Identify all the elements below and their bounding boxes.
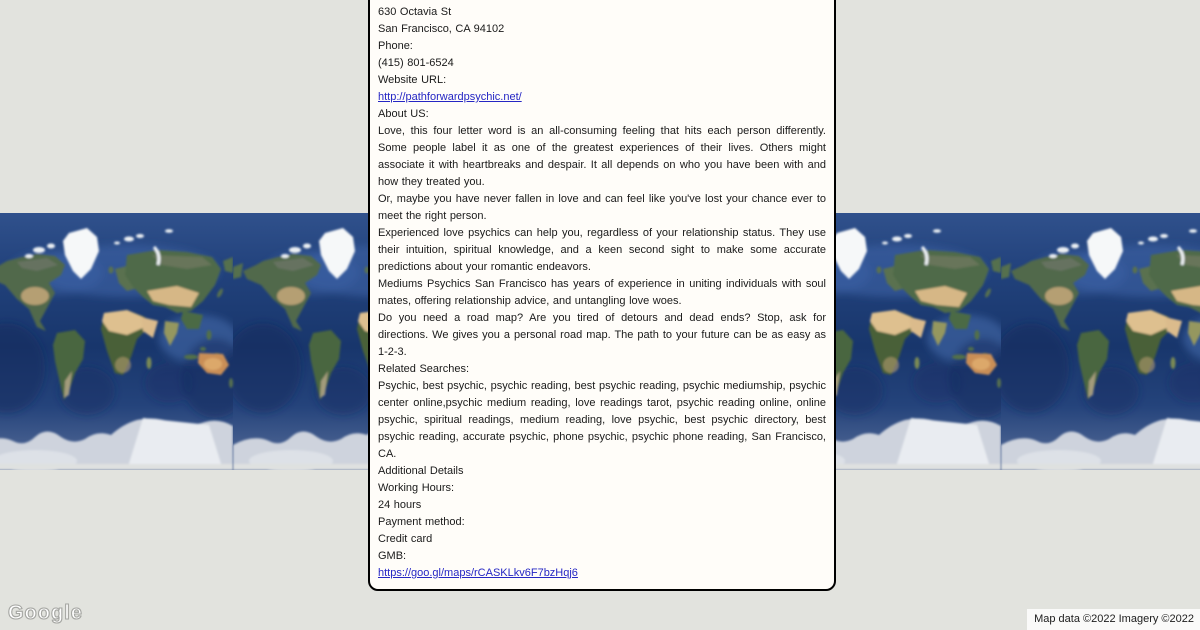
google-logo[interactable]: Google xyxy=(8,602,83,624)
website-label: Website URL: xyxy=(378,74,447,86)
payment-method-label: Payment method: xyxy=(378,516,465,528)
working-hours-label: Working Hours: xyxy=(378,482,455,494)
additional-details-label: Additional Details xyxy=(378,465,464,477)
address-line-1: 630 Octavia St xyxy=(378,6,452,18)
map-attribution: Map data ©2022 Imagery ©2022 xyxy=(1027,609,1200,630)
gmb-link[interactable]: https://goo.gl/maps/rCASKLkv6F7bzHqj6 xyxy=(378,567,578,579)
working-hours-value: 24 hours xyxy=(378,499,422,511)
phone-value: (415) 801-6524 xyxy=(378,57,454,69)
gmb-label: GMB: xyxy=(378,550,407,562)
place-info-card xyxy=(368,0,836,591)
address-line-2: San Francisco, CA 94102 xyxy=(378,23,505,35)
about-paragraph: Do you need a road map? Are you tired of detours and dead ends? Stop, ask for directions. We gives you a personal road map. The path to your future can be as easy as 1-2-3. xyxy=(378,312,826,358)
about-paragraph: Or, maybe you have never fallen in love and can feel like you've lost your chance ever to meet the right person. xyxy=(378,193,826,222)
related-searches-label: Related Searches: xyxy=(378,363,469,375)
payment-method-value: Credit card xyxy=(378,533,433,545)
about-paragraph: Love, this four letter word is an all-consuming feeling that hits each person differently. Some people label it as one of the greatest experiences of their lives. Others might associate it with heartbreaks and despair. It all depends on who you have been with and how they treated you. xyxy=(378,125,826,188)
related-searches-text: Psychic, best psychic, psychic reading, best psychic reading, psychic mediumship, psychic center online,psychic medium reading, love readings tarot, psychic reading online, online psychic, spiritual readings, medium reading, love psychic, best psychic directory, best psychic reading, accurate psychic, phone psychic, psychic phone reading, San Francisco, CA. xyxy=(378,380,826,460)
phone-label: Phone: xyxy=(378,40,413,52)
website-link[interactable]: http://pathforwardpsychic.net/ xyxy=(378,91,522,103)
about-label: About US: xyxy=(378,108,429,120)
about-paragraph: Mediums Psychics San Francisco has years of experience in uniting individuals with soul mates, offering relationship advice, and untangling love woes. xyxy=(378,278,826,307)
about-paragraph: Experienced love psychics can help you, regardless of your relationship status. They use their intuition, spiritual knowledge, and a keen second sight to make some accurate predictions about your romantic endeavors. xyxy=(378,227,826,273)
